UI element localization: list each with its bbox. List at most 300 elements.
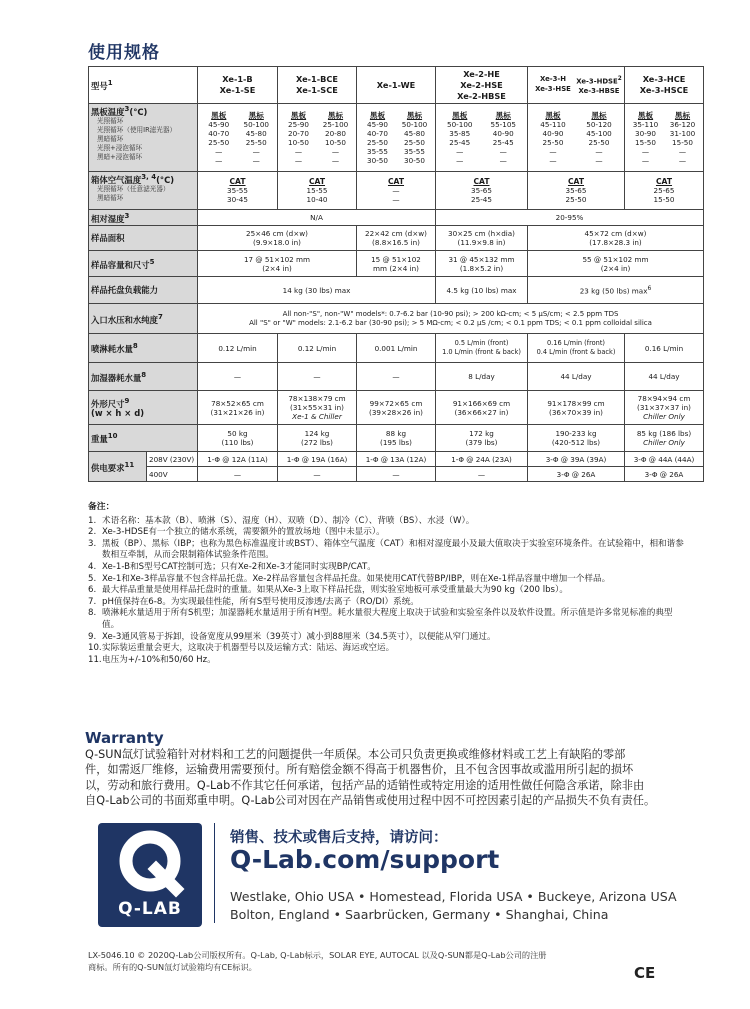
capacity-value [357,251,436,277]
note-text: Xe-3通风管易于拆卸，设备宽度从99厘米（39英寸）减小到88厘米（34.5英寸），以便能从窄门通过。 [102,631,496,642]
power-value: — [436,467,528,482]
footnote-ref: 1 [107,79,113,88]
spray-value: 0.12 L/min [278,334,357,363]
value-line: (8.8×16.5 in) [372,238,420,247]
power-value: 3-Φ @ 39A (39A) [528,452,625,467]
cat-subhead: CAT [308,177,326,186]
temp-value: 40-90 [542,128,564,138]
spray-value: 0.16 L/min [625,334,704,363]
value-line: 15 @ 51×102 [371,254,421,264]
label-text: 重量 [91,433,108,444]
temp-value: 35-110 [632,119,659,129]
temp-column [359,111,396,165]
temp-value: 40-70 [367,128,388,138]
model-header-4 [436,67,528,104]
temp-value: 45-80 [245,128,267,138]
dims-value [528,391,625,425]
support-link[interactable]: Q-Lab.com/support [230,845,500,874]
temp-value: — [595,155,603,165]
value-line: All "S" or "W" models: 2.1-6.2 bar (30-90 psi); > 5 MΩ-cm; < 0.2 μS /cm; < 0.1 ppm TDS; < 0.1 ppm colloidal silica [249,318,652,327]
power-value: 1-Φ @ 13A (12A) [357,452,436,467]
row-label [89,67,198,104]
temp-value: 45-110 [540,119,566,129]
label-text: 加湿器耗水量 [91,372,142,383]
temp-value: 50-100 [447,119,473,129]
dims-value [436,391,528,425]
cat-subhead: CAT [229,177,246,186]
weight-value [198,425,278,452]
spray-value [528,334,625,363]
chamber-value: 15-50 [653,195,675,204]
power-value: 1-Φ @ 12A (11A) [198,452,278,467]
chamber-value: 15-55 [306,186,328,195]
temp-value: 50-100 [401,119,428,129]
note-text: 电压为+/-10%和50/60 Hz。 [102,654,216,665]
label-text: 入口水压和水纯度 [91,314,158,325]
note-item [88,632,688,644]
model-name: Xe-1-WE [376,79,416,90]
table-row [89,334,704,363]
humidifier-value: — [357,363,436,391]
note-number: 9. [88,631,97,642]
model-name: Xe-3-HSE [535,84,571,93]
footnote-ref: 9 [124,397,130,406]
temp-value: 25-45 [492,137,514,147]
temp-value: — [549,146,557,156]
spray-value [436,334,528,363]
value-line: (31×21×26 in) [210,407,265,417]
temp-value: 20-80 [325,128,346,138]
row-label [89,425,198,452]
weight-value [625,425,704,452]
temp-value: 30-50 [367,155,388,165]
dims-value [278,391,357,425]
row-label [89,251,198,277]
temp-subhead: 黑板 [545,110,561,120]
locations-line: Westlake, Ohio USA • Homestead, Florida USA • Buckeye, Arizona USA [230,889,677,904]
temp-value: 50-100 [243,119,269,129]
model-name: Xe-3-HCE [642,74,686,84]
model-name: Xe-3-HDSE [576,77,618,86]
temp-pair [627,111,701,165]
temp-subhead: 黑板 [211,110,227,120]
model-name: Xe-2-HE [463,68,500,79]
value-line: Chiller Only [643,438,685,447]
value-line: (272 lbs) [301,438,333,447]
note-number: 3. [88,538,97,549]
temp-column [200,111,238,165]
model-header-2 [278,67,357,104]
notes-section [88,502,688,666]
temp-value: 10-50 [325,137,346,147]
row-label [89,334,198,363]
model-header-6 [625,67,704,104]
temp-value: 25-90 [288,119,309,129]
value-line: 88 kg [385,429,407,438]
dims-value [625,391,704,425]
value-line: (2×4 in) [600,263,631,273]
temp-value: 20-70 [288,128,309,138]
table-row [89,304,704,334]
temp-value: 40-90 [492,128,514,138]
temp-subhead: 黑板 [369,110,386,120]
value-line: (31×37×37 in) [637,403,691,412]
power-value: — [278,467,357,482]
spray-value: 0.12 L/min [198,334,278,363]
cat-subhead: CAT [655,177,673,186]
note-text: 喷淋耗水量适用于所有S机型；加湿器耗水量适用于所有H型。耗水量很大程度上取决于试验和实验室条件以及软件设置。所示值是许多常见标准的典型值。 [102,608,673,630]
warranty-line: 自Q-Lab公司的书面郑重申明。Q-Lab公司对因在产品销售或使用过程中因不可控因素引起的产品损失不负有责任。 [85,794,656,808]
temp-value: — [215,155,223,165]
temp-subhead: 黑板 [452,110,468,120]
model-name: Xe-1-B [222,74,253,84]
temp-value: 15-50 [672,137,693,147]
table-row [89,67,704,104]
temp-value: — [499,146,507,156]
notes-title: 备注： [88,502,115,512]
sub-label: 光照+浸泡循环 [97,143,143,152]
note-number: 8. [88,608,97,619]
table-row [89,210,704,226]
temp-value: 25-50 [542,137,564,147]
temp-value: — [252,155,260,165]
note-number: 5. [88,573,97,584]
area-value [357,226,436,251]
value-line: Xe-1 & Chiller [292,412,342,421]
temp-value: — [456,155,464,165]
spray-value: 0.001 L/min [357,334,436,363]
value-line: 85 kg (186 lbs) [636,429,692,438]
value-line: (379 lbs) [465,438,498,447]
temp-value: — [549,155,557,165]
temp-value: 45-90 [367,119,388,129]
model-name: Xe-2-HSE [460,79,503,90]
footer-line: LX-5046.10 © 2020Q-Lab公司版权所有。Q-Lab, Q-Lab标示，SOLAR EYE, AUTOCAL 以及Q-SUN都是Q-Lab公司的注册 [88,950,547,960]
chamber-value: 35-65 [471,186,492,195]
note-text: Xe-3-HDSE有一个独立的储水系统，需要额外的置放场地（图中未显示）。 [102,527,385,538]
temp-value: 35-55 [367,146,388,156]
note-item [88,597,688,609]
value-line: (36×70×39 in) [549,407,603,417]
temp-column [238,111,276,165]
power-value: 1-Φ @ 24A (23A) [436,452,528,467]
temp-value: 25-50 [245,137,267,147]
temp-value: 55-105 [490,119,516,129]
note-text: pH值保持在6-8。为实现最佳性能，所有S型号使用反渗透/去离子（RO/DI）系统。 [102,596,419,607]
temp-value: 40-70 [208,128,230,138]
notes-list [88,516,688,667]
value-line: (110 lbs) [221,438,254,447]
locations-line: Bolton, England • Saarbrücken, Germany • Shanghai, China [230,907,609,922]
weight-value [528,425,625,452]
value-line: 91×178×99 cm [547,398,605,408]
temp-value: 25-50 [588,137,610,147]
temp-cell [278,104,357,172]
chamber-value: 10-40 [306,195,328,204]
value-line: (2×4 in) [262,263,292,273]
temp-column [280,111,317,165]
temp-value: — [252,146,260,156]
sub-label: 黑暗循环 [97,193,124,202]
warranty-line: 件，如需返厂维修，运输费用需要预付。所有赔偿金额不得高于机器售价，且不包含因事故或滥用所引起的损坏 [85,763,634,777]
label-text: 型号 [91,80,108,91]
capacity-value [528,251,704,277]
footer-copyright [88,950,648,973]
temp-value: 31-100 [669,128,696,138]
label-text: 喷淋耗水量 [91,343,133,354]
warranty-text [85,747,685,809]
note-item [88,643,688,655]
row-label [89,210,198,226]
note-number: 1. [88,515,97,526]
dims-value [198,391,278,425]
label-text: 黑板温度 [91,106,125,117]
table-row [89,425,704,452]
value-line: (36×66×27 in) [454,407,509,417]
temp-column [627,111,664,165]
sub-label: 光照循环（任意滤光器） [97,184,170,193]
temp-pair [280,111,354,165]
vertical-divider [214,823,215,923]
humidifier-value: — [198,363,278,391]
temp-value: 50-120 [586,119,612,129]
power-value: — [357,467,436,482]
value-line: 25×46 cm (d×w) [246,229,308,238]
temp-subhead: 黑标 [406,110,423,120]
value-line: 190-233 kg [555,429,597,438]
note-item [88,562,688,574]
humidity-value: N/A [198,210,436,226]
note-text: Xe-1和Xe-3样品容量不包含样品托盘。Xe-2样品容量包含样品托盘。如果使用CAT代替BP/IBP，则在Xe-1样品容量中增加一个样品。 [102,573,611,584]
model-header-1 [198,67,278,104]
label-text: 外形尺寸 [91,398,125,409]
temp-subhead: 黑标 [591,110,607,120]
footnote-ref: 8 [132,342,138,351]
row-label [89,104,198,172]
temp-pair [200,111,275,165]
temp-value: 45-80 [404,128,425,138]
tray-value: 4.5 kg (10 lbs) max [436,277,528,304]
value-line: (1.8×5.2 in) [459,263,504,273]
value-line: 50 kg [227,429,248,438]
temp-value: — [641,146,650,156]
chamber-cell [528,172,625,210]
temp-value: — [641,155,650,165]
cat-subhead: CAT [387,177,405,186]
temp-value: — [678,155,687,165]
temp-value: — [499,155,507,165]
note-text: Xe-1-B和S型号CAT控制可选；只有Xe-2和Xe-3才能同时实现BP/CAT。 [102,561,376,572]
temp-column [530,111,576,165]
dims-value [357,391,436,425]
voltage-label: 400V [147,467,198,482]
chamber-cell [278,172,357,210]
value-line: 124 kg [304,429,330,438]
temp-value: — [294,155,303,165]
power-value: 3-Φ @ 26A [528,467,625,482]
chamber-value: 25-50 [565,195,587,204]
weight-value [357,425,436,452]
sub-label: 黑暗循环 [97,134,124,143]
temp-column [396,111,433,165]
note-item [88,539,688,562]
note-item [88,585,688,597]
value-line: All non-"S", non-"W" models*: 0.7-6.2 bar (10-90 psi); > 200 kΩ-cm; < 5 μS/cm; < 2.5 ppm TDS [282,309,619,318]
table-row [89,452,704,467]
model-header-3 [357,67,436,104]
chamber-value: — [392,186,400,195]
ce-mark-icon: CE [634,964,656,982]
temp-value: 36-120 [669,119,696,129]
row-label [89,452,147,482]
value-line: Chiller Only [643,412,685,421]
label-text: (w × h × d) [91,407,145,418]
table-row [89,104,704,172]
logo-wordmark: Q-LAB [118,899,182,919]
cat-subhead: CAT [473,177,490,186]
temp-pair [530,111,622,165]
humidifier-value: 8 L/day [436,363,528,391]
note-number: 7. [88,596,97,607]
cat-subhead: CAT [567,177,585,186]
note-number: 6. [88,585,97,596]
temp-pair [438,111,525,165]
temp-value: 35-55 [404,146,425,156]
label-text: 供电要求 [91,462,125,473]
value-line: (39×28×26 in) [369,407,423,417]
chamber-cell [436,172,528,210]
model-name: Xe-3-HBSE [578,87,620,96]
note-item [88,527,688,539]
footnote-ref: 3 [124,105,130,113]
note-number: 4. [88,561,97,572]
temp-column [482,111,526,165]
power-value: 1-Φ @ 19A (16A) [278,452,357,467]
footer-line: 商标。所有的Q-SUN氙灯试验箱均有CE标识。 [88,961,257,972]
capacity-value [436,251,528,277]
temp-value: — [678,146,687,156]
area-value [198,226,357,251]
value-line: (11.9×9.8 in) [457,238,506,247]
footnote-ref: 10 [107,432,118,441]
footnote-ref: 6 [647,285,652,293]
temp-column [576,111,622,165]
value-line: 99×72×65 cm [369,398,423,408]
temp-value: 25-50 [404,137,425,147]
temp-subhead: 黑标 [248,110,264,120]
note-number: 10. [88,643,102,654]
value-line: 91×166×69 cm [452,398,511,408]
footnote-ref: 3, 4 [141,173,157,181]
humidifier-value: — [278,363,357,391]
temp-cell [436,104,528,172]
chamber-value: 25-65 [653,186,675,195]
value-line: 78×94×94 cm [637,394,691,403]
chamber-value: 35-65 [565,186,587,195]
power-value: 3-Φ @ 44A (44A) [625,452,704,467]
power-value: — [198,467,278,482]
temp-value: — [456,146,464,156]
note-item [88,608,688,631]
value-line: 55 @ 51×102 mm [582,254,649,264]
value-line: (31×55×31 in) [290,403,344,412]
table-row [89,226,704,251]
table-row [89,391,704,425]
temp-value: 35-85 [449,128,471,138]
support-heading: 销售、技术或售后支持，请访问： [230,830,448,846]
note-item [88,574,688,586]
value-line: mm (2×4 in) [373,263,419,273]
chamber-value: 30-45 [227,195,248,204]
unit-text: (°C) [156,174,175,185]
footnote-ref: 7 [158,312,163,321]
model-header-5 [528,67,625,104]
value-line: 30×25 cm (h×dia) [448,229,515,238]
value-line: 17 @ 51×102 mm [243,254,311,264]
sub-label: 光照循环（使用IR滤光器） [97,125,177,134]
row-label [89,391,198,425]
note-number: 11. [88,654,102,665]
table-row [89,172,704,210]
temp-value: — [595,146,603,156]
note-item [88,516,688,528]
model-name: Xe-2-HBSE [457,90,506,101]
note-text: 最大样品重量是使用样品托盘时的重量。如果从Xe-3上取下样品托盘，则实验室地板可承受重量最大为90 kg（200 lbs）。 [102,585,568,596]
sub-label: 黑暗+浸泡循环 [97,152,143,161]
note-item [88,655,688,667]
humidifier-value: 44 L/day [528,363,625,391]
temp-value: — [215,146,223,156]
row-label: 样品面积 [89,226,198,251]
label-text: 箱体空气温度 [91,174,142,185]
area-value [436,226,528,251]
row-label [89,304,198,334]
value-line: 0.5 L/min (front) [454,339,509,347]
area-value [528,226,704,251]
row-label [89,172,198,210]
weight-value [436,425,528,452]
chamber-cell [198,172,278,210]
note-text: 黑板（BP）、黑标（IBP；也称为黑色标准温度计或BST）、箱体空气温度（CAT）和相对湿度最小及最大值取决于实验室环境条件。在试验箱中，相和谐参数相互牵制，从而会限制箱体试验条件范围。 [102,538,684,561]
weight-value [278,425,357,452]
value-line: 22×42 cm (d×w) [365,229,427,238]
note-text: 实际装运重量会更大，这取决于机器型号以及运输方式：陆运、海运或空运。 [102,643,395,654]
label-text: 样品容量和尺寸 [91,259,150,270]
value-line: (17.8×28.3 in) [589,238,642,247]
capacity-value [198,251,357,277]
temp-subhead: 黑标 [674,110,691,120]
table-row [89,467,704,482]
footnote-ref: 8 [141,370,147,379]
temp-value: 45-90 [208,119,230,129]
value-line: 45×72 cm (d×w) [584,229,647,238]
value-line: 78×138×79 cm [288,394,346,403]
value-line: 172 kg [469,429,494,438]
temp-value: — [294,146,303,156]
temp-value: 25-50 [367,137,388,147]
table-row [89,277,704,304]
temp-value: 30-50 [404,155,425,165]
temp-cell [625,104,704,172]
humidity-value: 20-95% [436,210,704,226]
temp-cell [357,104,436,172]
temp-value: 15-50 [635,137,656,147]
model-name: Xe-1-BCE [296,74,338,84]
temp-column [664,111,701,165]
q-lab-logo [98,823,202,927]
temp-pair [359,111,433,165]
humidifier-value: 44 L/day [625,363,704,391]
